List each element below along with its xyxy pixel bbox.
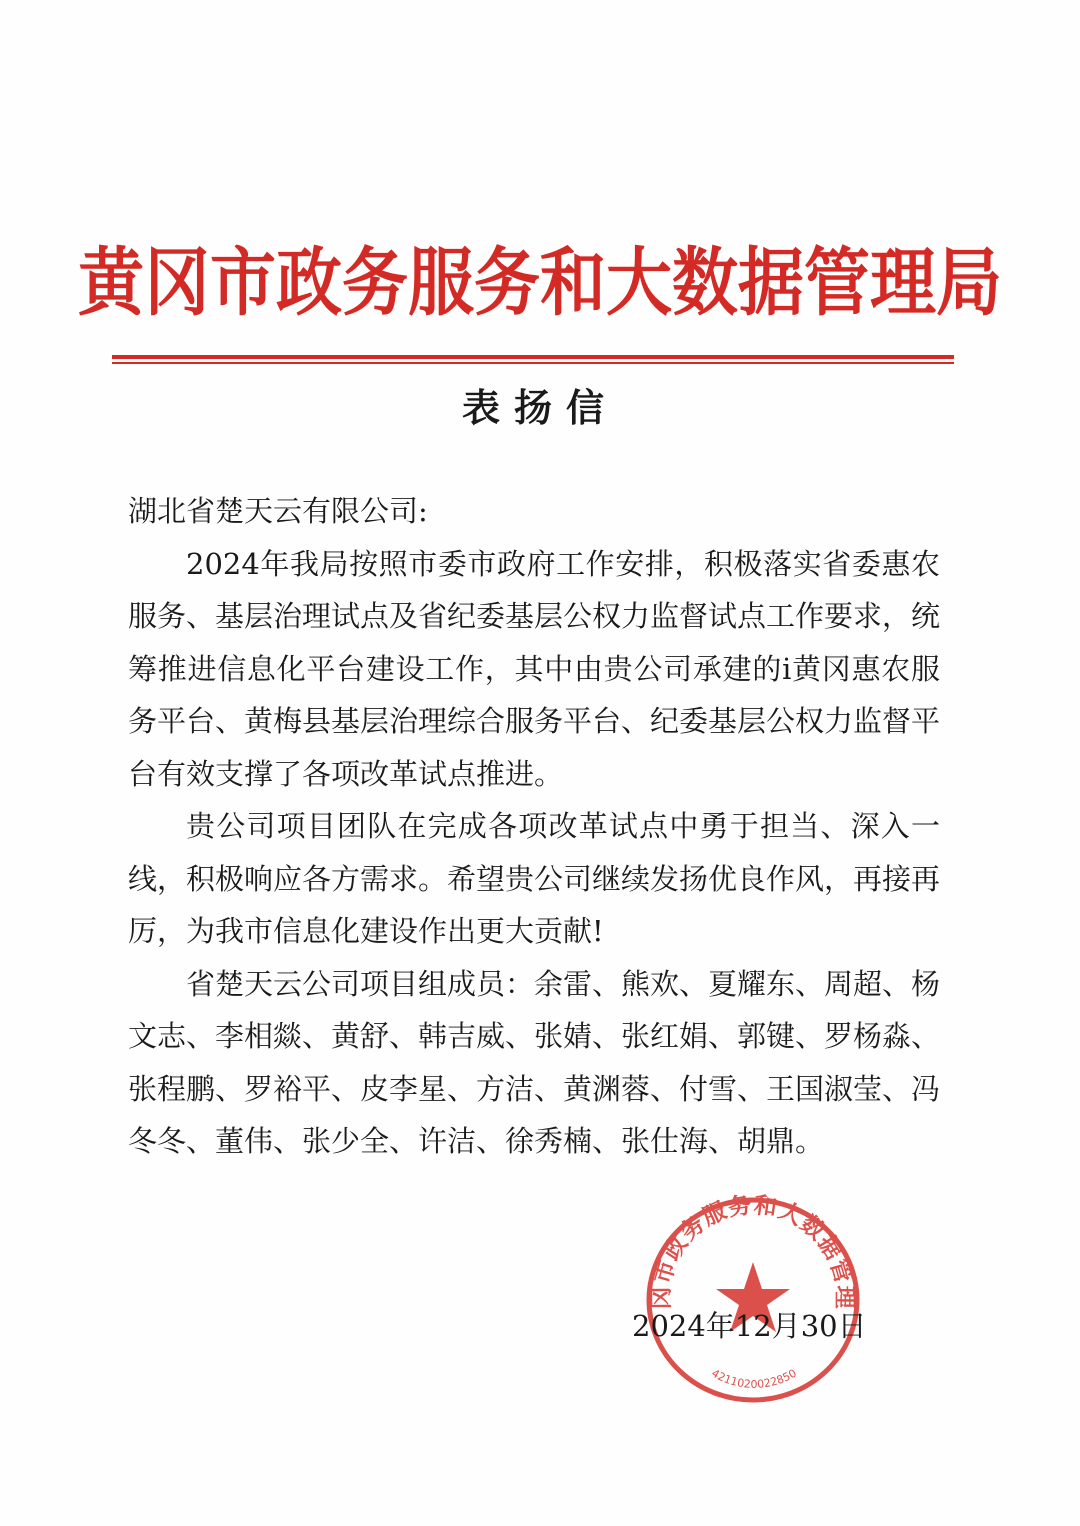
paragraph-team-praise: 贵公司项目团队在完成各项改革试点中勇于担当、深入一线，积极响应各方需求。希望贵公司继续发扬优良作风，再接再厉，为我市信息化建设作出更大贡献! bbox=[128, 809, 941, 948]
letterhead-red-rule bbox=[112, 355, 954, 359]
signature-date: 2024年12月30日 bbox=[632, 1309, 867, 1343]
letterhead-red-rule-thin bbox=[112, 362, 954, 364]
seal-code: 4211020022850 bbox=[709, 1366, 799, 1391]
letter-body bbox=[128, 485, 940, 1168]
paragraph-team-members: 省楚天云公司项目组成员：余雷、熊欢、夏耀东、周超、杨文志、李相燚、黄舒、韩吉威、张婧、张红娟、郭键、罗杨淼、张程鹏、罗裕平、皮李星、方洁、黄渊蓉、付雪、王国淑莹、冯冬冬、董伟、张少全、许洁、徐秀楠、张仕海、胡鼎。 bbox=[128, 966, 941, 1158]
seal-org-text: 冈市政务服务和大数据管理 bbox=[648, 1192, 858, 1310]
svg-text:4211020022850 bbox=[709, 1367, 799, 1391]
document-title: 表扬信 bbox=[461, 386, 618, 430]
salutation: 湖北省楚天云有限公司: bbox=[128, 494, 428, 528]
letterhead-org-name: 黄冈市政务服务和大数据管理局 bbox=[78, 239, 1002, 327]
paragraph-commendation: 2024年我局按照市委市政府工作安排，积极落实省委惠农服务、基层治理试点及省纪委基层公权力监督试点工作要求，统筹推进信息化平台建设工作，其中由贵公司承建的i黄冈惠农服务平台、黄梅县基层治理综合服务平台、纪委基层公权力监督平台有效支撑了各项改革试点推进。 bbox=[128, 546, 941, 791]
